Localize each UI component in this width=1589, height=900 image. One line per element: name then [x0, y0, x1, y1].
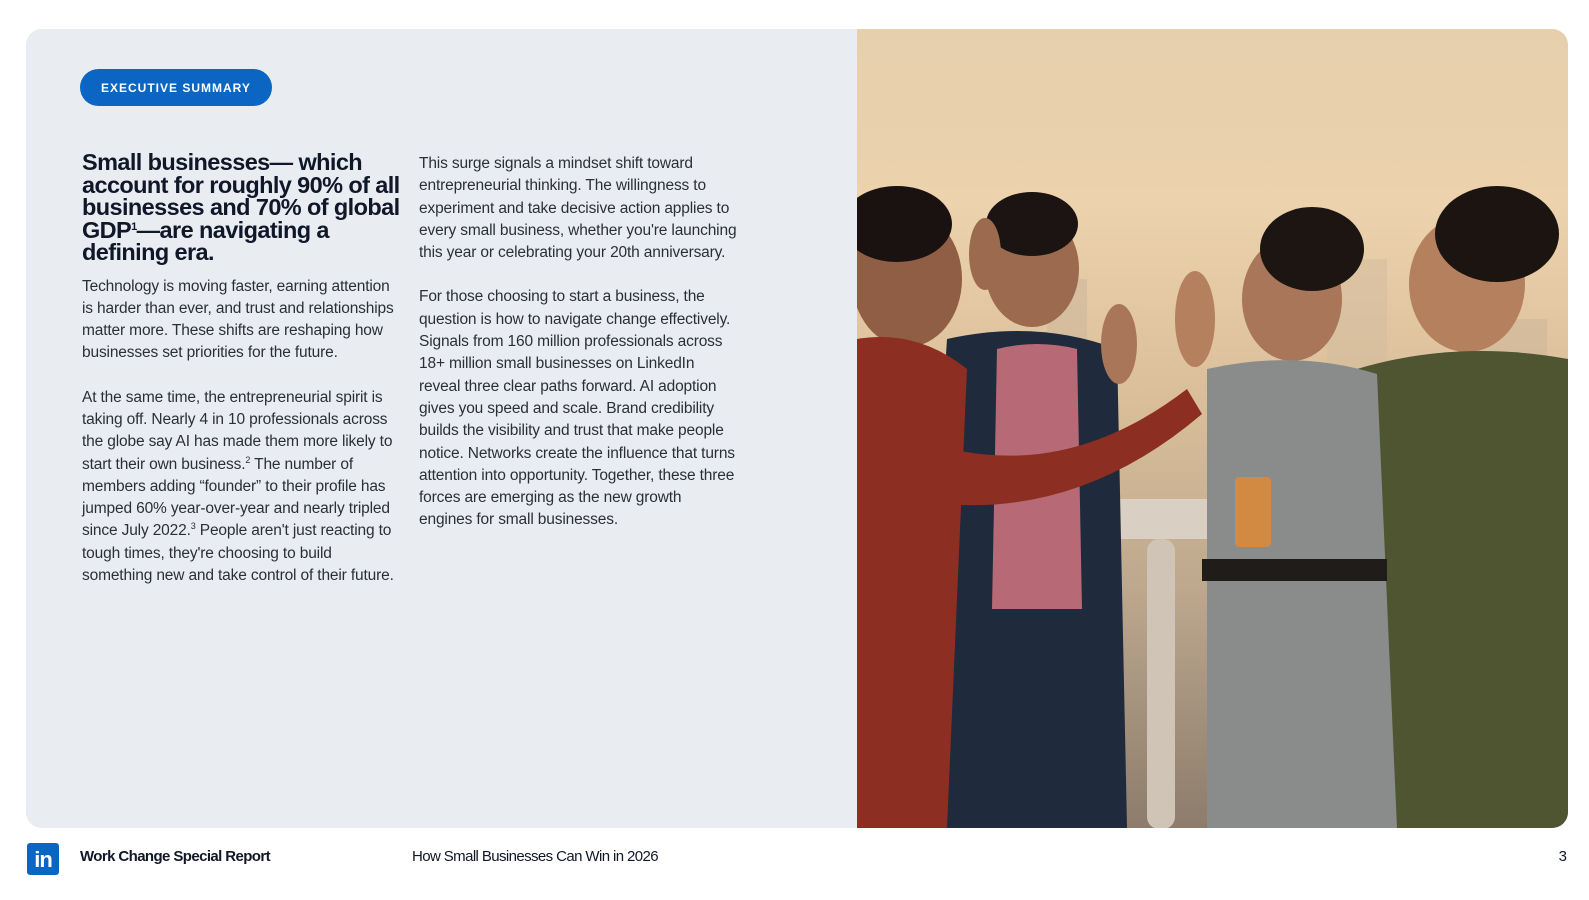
footnote-ref: 2: [245, 454, 251, 465]
footnote-ref: 3: [190, 521, 196, 532]
hero-photo: [857, 29, 1568, 828]
section-badge: EXECUTIVE SUMMARY: [80, 69, 272, 106]
linkedin-logo-icon: in: [27, 843, 59, 875]
paragraph: This surge signals a mindset shift toward entrepreneurial thinking. The willingness to experiment and take decisive action applies to every small business, whether you're launching this year or celebrating your 20th anniversary.: [419, 155, 737, 262]
page-footer: [0, 838, 1589, 882]
paragraph: Technology is moving faster, earning attention is harder than ever, and trust and relationships matter more. These shifts are reshaping how businesses set priorities for the future.: [82, 277, 394, 362]
page-number: 3: [1558, 848, 1567, 865]
headline-text-end: —are navigating a defining era.: [82, 216, 329, 265]
text-panel: [26, 29, 856, 828]
paragraph-text: The number of members adding “founder” to their profile has jumped 60% year-over-year and nearly tripled since July 2022.: [82, 455, 390, 540]
footnote-ref: 1: [131, 220, 137, 233]
headline: [82, 151, 400, 264]
content-card: [26, 29, 1568, 828]
report-title: How Small Businesses Can Win in 2026: [412, 848, 659, 865]
paragraph-text: People aren't just reacting to tough times, they're choosing to build something new and take control of their future.: [82, 522, 394, 585]
left-column: [82, 151, 400, 609]
paragraph: For those choosing to start a business, the question is how to navigate change effectively. Signals from 160 million professionals across 18+ million small businesses on LinkedIn reveal three clear paths forward. AI adoption gives you speed and scale. Brand credibility builds the visibility and trust that make people notice. Networks create the influence that turns attention into opportunity. Together, these three forces are emerging as the new growth engines for small businesses.: [419, 288, 735, 529]
paragraph-text: At the same time, the entrepreneurial spirit is taking off. Nearly 4 in 10 professionals across the globe say AI has made them more likely to start their own business.: [82, 388, 393, 473]
photo-illustration: [857, 29, 1568, 828]
headline-text: Small businesses— which account for roughly 90% of all businesses and 70% of global GDP: [82, 149, 400, 243]
paragraph: [82, 387, 400, 588]
right-column: [419, 153, 737, 554]
report-name: Work Change Special Report: [80, 848, 270, 865]
